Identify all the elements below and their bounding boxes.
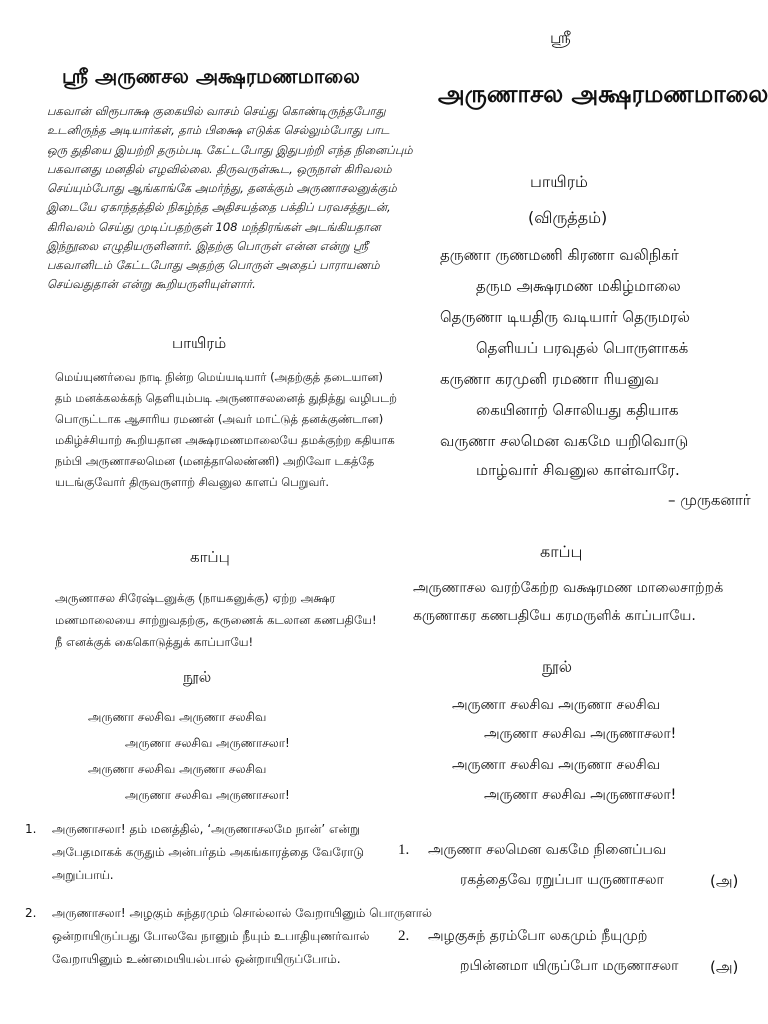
intro-line: பகவானது மனதில் எழவில்லை. திருவருள்கூட, ஒருநாள் கிரிவலம் bbox=[47, 162, 392, 176]
left-kappu-heading: காப்பு bbox=[190, 548, 230, 566]
intro-line: கிரிவலம் செய்து முடிப்பதற்குள் 108 மந்திரங்கள் அடங்கியதான bbox=[47, 220, 381, 234]
item-line: அபேதமாகக் கருதும் அன்பர்தம் அகங்காரத்தை வேரோடு bbox=[52, 845, 364, 859]
item-line: ரகத்தைவே ரறுப்பா யருணாசலா bbox=[460, 872, 664, 888]
intro-line: செய்வதுதான் என்று கூறியருளியுள்ளார். bbox=[47, 277, 256, 291]
nool-line: அருணா சலசிவ அருணாசலா! bbox=[484, 787, 677, 803]
payiram-line: மகிழ்ச்சியாற் கூறியதான அக்ஷரமணமாலையே தமக்குற்ற கதியாக bbox=[55, 433, 395, 447]
item-number: 2. bbox=[398, 928, 410, 944]
item-line: வேறாயினும் உண்மையியல்பால் ஒன்றாயிருப்போம். bbox=[52, 952, 341, 966]
intro-line: பகவான் விரூபாக்ஷ குகையில் வாசம் செய்து கொண்டிருந்தபோது bbox=[47, 104, 386, 118]
verse-line: தருணா ருணமணி கிரணா வலிநிகர் bbox=[440, 246, 679, 264]
payiram-line: நம்பி அருணாசலமென (மனத்தாலெண்ணி) அறிவோ டகத்தே bbox=[55, 454, 375, 468]
right-author: – முருகனார் bbox=[668, 491, 751, 509]
intro-line: பகவானிடம் கேட்டபோது அதற்கு பொருள் அதைப் பாராயணம் bbox=[47, 258, 380, 272]
intro-line: இந்நூலை எழுதியருளினார். இதற்கு பொருள் என்ன என்று ஸ்ரீ bbox=[47, 239, 368, 253]
left-title: ஸ்ரீ அருணசல அக்ஷரமணமாலை bbox=[62, 64, 360, 88]
intro-line: ஒரு துதியை இயற்றி தரும்படி கேட்டபோது இதுபற்றி எந்த நினைப்பும் bbox=[47, 143, 413, 157]
kappu-line: நீ எனக்குக் கைகொடுத்துக் காப்பாயே! bbox=[55, 635, 254, 649]
nool-line: அருணா சலசிவ அருணா சலசிவ bbox=[452, 757, 661, 773]
intro-line: இடையே ஏகாந்தத்தில் நிகழ்ந்த அதிசயத்தை பக்திப் பரவசத்துடன், bbox=[47, 200, 391, 214]
item-line: றபின்னமா யிருப்போ மருணாசலா bbox=[460, 958, 679, 974]
item-number: 1. bbox=[398, 842, 410, 858]
item-line: அருணா சலமென வகமே நினைப்பவ bbox=[428, 842, 667, 858]
verse-line: தெருணா டியதிரு வடியார் தெருமரல் bbox=[440, 308, 691, 326]
kappu-line: அருணாசல வரற்கேற்ற வக்ஷரமண மாலைசாற்றக் bbox=[413, 580, 724, 596]
kappu-line: கருணாகர கணபதியே கரமருளிக் காப்பாயே. bbox=[413, 608, 696, 624]
payiram-line: பொருட்டாக ஆசாரிய ரமணன் (அவர் மாட்டுத் தனக்குண்டான) bbox=[55, 412, 384, 426]
payiram-line: மெய்யுணர்வை நாடி நின்ற மெய்யடியார் (அதற்குத் தடையான) bbox=[55, 370, 383, 384]
verse-line: தெளியப் பரவுதல் பொருளாகக் bbox=[476, 339, 689, 357]
intro-line: உடனிருந்த அடியார்கள், தாம் பிக்ஷை எடுக்க செல்லும்போது பாட bbox=[47, 123, 390, 137]
item-line: ஒன்றாயிருப்பது போலவே நானும் நீயும் உபாதியுணர்வால் bbox=[52, 929, 370, 943]
item-tag: (அ) bbox=[710, 872, 739, 890]
item-line: அருணாசலா! அழகும் சுந்தரமும் சொல்லால் வேறாயினும் பொருளால் bbox=[52, 906, 432, 920]
kappu-line: அருணாசல சிரேஷ்டனுக்கு (நாயகனுக்கு) ஏற்ற அக்ஷர bbox=[55, 591, 336, 605]
right-payiram-subheading: (விருத்தம்) bbox=[528, 208, 608, 227]
verse-line: கருணா கரமுனி ரமணா ரியனுவ bbox=[440, 370, 659, 388]
item-line: அருணாசலா! தம் மனத்தில், ‘அருணாசலமே நான்’ என்று bbox=[52, 822, 360, 836]
nool-line: அருணா சலசிவ அருணாசலா! bbox=[125, 788, 290, 802]
intro-line: செய்யும்போது ஆங்காங்கே அமர்ந்து, தனக்கும் அருணாசலனுக்கும் bbox=[47, 181, 397, 195]
nool-line: அருணா சலசிவ அருணாசலா! bbox=[484, 726, 677, 742]
right-payiram-heading: பாயிரம் bbox=[530, 172, 588, 191]
nool-line: அருணா சலசிவ அருணா சலசிவ bbox=[452, 697, 661, 713]
item-tag: (அ) bbox=[710, 958, 739, 976]
nool-line: அருணா சலசிவ அருணாசலா! bbox=[125, 736, 290, 750]
payiram-line: யடங்குவோர் திருவருளாற் சிவனுல காளப் பெறுவர். bbox=[55, 475, 329, 489]
right-title: அருணாசல அக்ஷரமணமாலை bbox=[438, 80, 768, 108]
item-number: 2. bbox=[25, 906, 37, 920]
right-invocation: ஸ்ரீ bbox=[550, 28, 571, 47]
item-line: அறுப்பாய். bbox=[52, 868, 114, 882]
nool-line: அருணா சலசிவ அருணா சலசிவ bbox=[88, 762, 267, 776]
right-nool-heading: நூல் bbox=[542, 657, 573, 676]
item-line: அழகுசுந் தரம்போ லகமும் நீயுமுற் bbox=[428, 928, 648, 944]
right-kappu-heading: காப்பு bbox=[540, 542, 583, 561]
verse-line: மாழ்வார் சிவனுல காள்வாரே. bbox=[476, 461, 680, 479]
nool-line: அருணா சலசிவ அருணா சலசிவ bbox=[88, 710, 267, 724]
verse-line: வருணா சலமென வகமே யறிவொடு bbox=[440, 432, 689, 450]
left-nool-heading: நூல் bbox=[183, 668, 212, 686]
kappu-line: மணமாலையை சாற்றுவதற்கு, கருணைக் கடலான கணபதியே! bbox=[55, 613, 377, 627]
verse-line: தரும அக்ஷரமண மகிழ்மாலை bbox=[476, 277, 681, 295]
payiram-line: தம் மனக்கலக்கந் தெளியும்படி அருணாசலனைத் துதித்து வழிபடற் bbox=[55, 391, 397, 405]
item-number: 1. bbox=[25, 822, 37, 836]
verse-line: கையினாற் சொலியது கதியாக bbox=[476, 401, 679, 419]
left-payiram-heading: பாயிரம் bbox=[172, 334, 227, 352]
